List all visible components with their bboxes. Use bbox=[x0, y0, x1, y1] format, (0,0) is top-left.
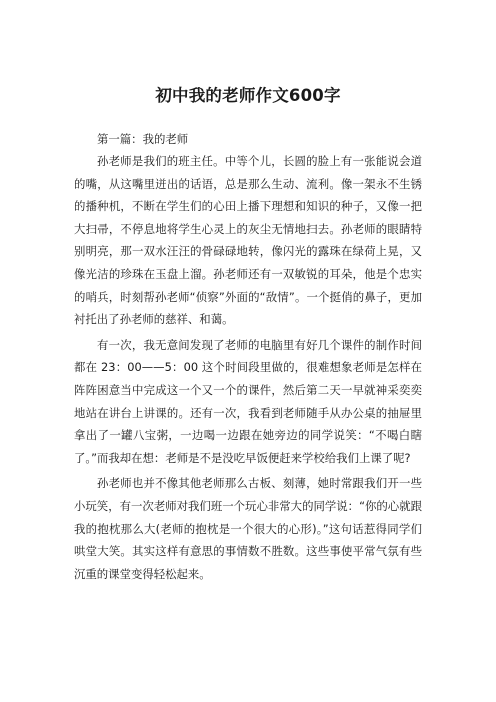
paragraph-1: 孙老师是我们的班主任。中等个儿，长圆的脸上有一张能说会道的嘴，从这嘴里迸出的话语，总是那么生动、流利。像一架永不生锈的播种机，不断在学生们的心田上播下理想和知识的种子，又像一把大扫帚，不停息地将学生心灵上的灰尘无情地扫去。孙老师的眼睛特别明亮，那一双水汪汪的骨碌碌地转，像闪光的露珠在绿荷上晃，又像光洁的珍珠在玉盘上溜。孙老师还有一双敏锐的耳朵，他是个忠实的哨兵，时刻帮孙老师“侦察”外面的“敌情”。一个挺俏的鼻子，更加衬托出了孙老师的慈祥、和蔼。 bbox=[74, 154, 422, 327]
paragraph-2: 有一次，我无意间发现了老师的电脑里有好几个课件的制作时间都在 23：00——5：00 这个时间段里做的，很难想象老师是怎样在阵阵困意当中完成这一个又一个的课件，然后第二天一早就神采奕奕地站在讲台上讲课的。还有一次，我看到老师随手从办公桌的抽屉里拿出了一罐八宝粥，一边喝一边跟在她旁边的同学说笑：“不喝白瞎了。”而我却在想：老师是不是没吃早饭便赶来学校给我们上课了呢? bbox=[74, 337, 422, 465]
document-title: 初中我的老师作文600字 bbox=[155, 86, 341, 105]
section-heading: 第一篇：我的老师 bbox=[97, 132, 189, 146]
paragraph-3: 孙老师也并不像其他老师那么古板、刻薄，她时常跟我们开一些小玩笑，有一次老师对我们班一个玩心非常大的同学说：“你的心就跟我的抱枕那么大(老师的抱枕是一个很大的心形)。”这句话惹得同学们哄堂大笑。其实这样有意思的事情数不胜数。这些事使平常气氛有些沉重的课堂变得轻松起来。 bbox=[74, 476, 422, 581]
